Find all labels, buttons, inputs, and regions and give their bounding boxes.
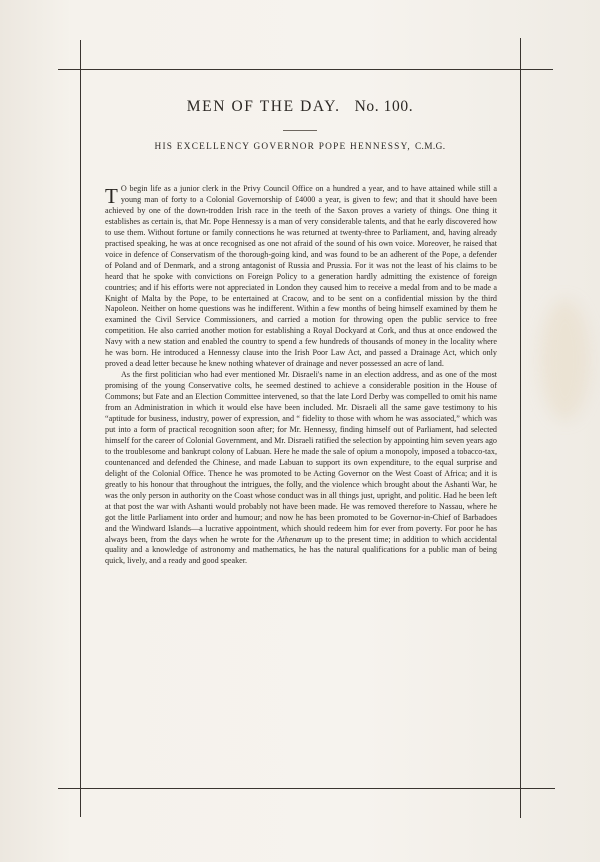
series-title: MEN OF THE DAY. bbox=[186, 98, 341, 115]
frame-rule-right bbox=[520, 38, 521, 818]
article-paragraph bbox=[105, 184, 497, 370]
frame-rule-left bbox=[80, 40, 81, 817]
paragraph-text: up to the present time; in addition to which accidental quality and a knowledge of astronomy and mathematics, he has the natural qualifications for a public man of being quick, lively, and a ready and good speaker. bbox=[105, 534, 497, 566]
paper-stain bbox=[540, 300, 590, 420]
italic-title: Athenæum bbox=[277, 534, 312, 544]
title-divider bbox=[283, 130, 317, 131]
article-paragraph bbox=[105, 370, 497, 567]
subject-name: HIS EXCELLENCY GOVERNOR POPE HENNESSY, bbox=[154, 142, 411, 152]
subject-heading bbox=[100, 142, 500, 152]
article-body bbox=[105, 184, 497, 567]
page-title bbox=[0, 98, 600, 116]
frame-rule-bottom bbox=[58, 788, 555, 789]
subject-honour: C.M.G. bbox=[414, 142, 446, 152]
frame-rule-top bbox=[58, 69, 553, 70]
drop-cap: T bbox=[105, 184, 118, 208]
issue-number: No. 100. bbox=[354, 98, 414, 115]
paragraph-text: As the first politician who had ever mentioned Mr. Disraeli's name in an election address, and as one of the most promising of the young Conservative colts, he seemed destined to achieve a considerable position in the House of Commons; but Fate and an Election Committee intervened, so that the late Lord Derby was compelled to omit his name from an Administration in which it would else have been included. Mr. Disraeli all the same gave testimony to his “aptitude for business, industry, power of expression, and “ fidelity to those with whom he was associated,” which was put into a form of practical recognition soon after; for Mr. Hennessy, finding himself out of Parliament, had selected himself for the career of Colonial Government, and Mr. Disraeli ratified the selection by appointing him seven years ago to the troublesome and bankrupt colony of Labuan. Here he made the sale of opium a monopoly, imposed a tobacco-tax, countenanced and defended the Chinese, and made Labuan to support its own expenditure, to the equal surprise and delight of the Colonial Office. Thence he was promoted to be Acting Governor on the West Coast of Africa; and it is greatly to his honour that throughout the intrigues, the folly, and the violence which brought about the Ashanti War, he was the only person in authority on the Coast whose conduct was in all things just, upright, and politic. Had he been left at that post the war with Ashanti would probably not have been made. He was removed therefore to Nassau, where he got the little Parliament into order and humour; and now he has been promoted to be Governor-in-Chief of Barbadoes and the Windward Islands—a lucrative appointment, which should redeem him for ever from poverty. For poor he has always been, from the days when he wrote for the bbox=[105, 370, 497, 544]
paragraph-text: O begin life as a junior clerk in the Privy Council Office on a hundred a year, and to have attained while still a young man of forty to a Colonial Governorship of £4000 a year, is given to few; and that it should have been achieved by one of the down-trodden Irish race in the teeth of the Saxon proves a variety of things. One thing it establishes as certain is, that Mr. Pope Hennessy is a man of very considerable talents, and that he early discovered how to use them. Without fortune or family connections he was returned at twenty-three to Parliament, and, having already practised speaking, he was at once recognised as one not afraid of the sound of his own voice. Moreover, he raised that voice in defence of Conservatism of the thorough-going kind, and was found to be an adherent of the Pope, a defender of Poland and of Denmark, and a strong antagonist of Russia and Prussia. For it was not the least of his claims to be heard that he spoke with convictions on Foreign Policy to a generation hardly admitting the existence of foreign countries; and if his efforts were not appreciated in London they caused him to receive a medal from and to be made a Knight of Malta by the Pope, to be entertained at Cracow, and to be sent on a confidential mission by the third Napoleon. Neither on home questions was he indifferent. Within a few months of being himself examined by them he examined the Civil Service Commissioners, and carried a motion for throwing open the public service to free competition. He also carried another motion for establishing a Royal Dockyard at Cork, and thus at once endowed the Navy with a new station and enabled the country to spend a few hundreds of thousands of money in the locality where he was born. He introduced a Hennessy clause into the Irish Poor Law Act, and passed a Drainage Act, which only proved a dead letter because he knew nothing whatever of drainage and never possessed an acre of land. bbox=[105, 184, 497, 369]
